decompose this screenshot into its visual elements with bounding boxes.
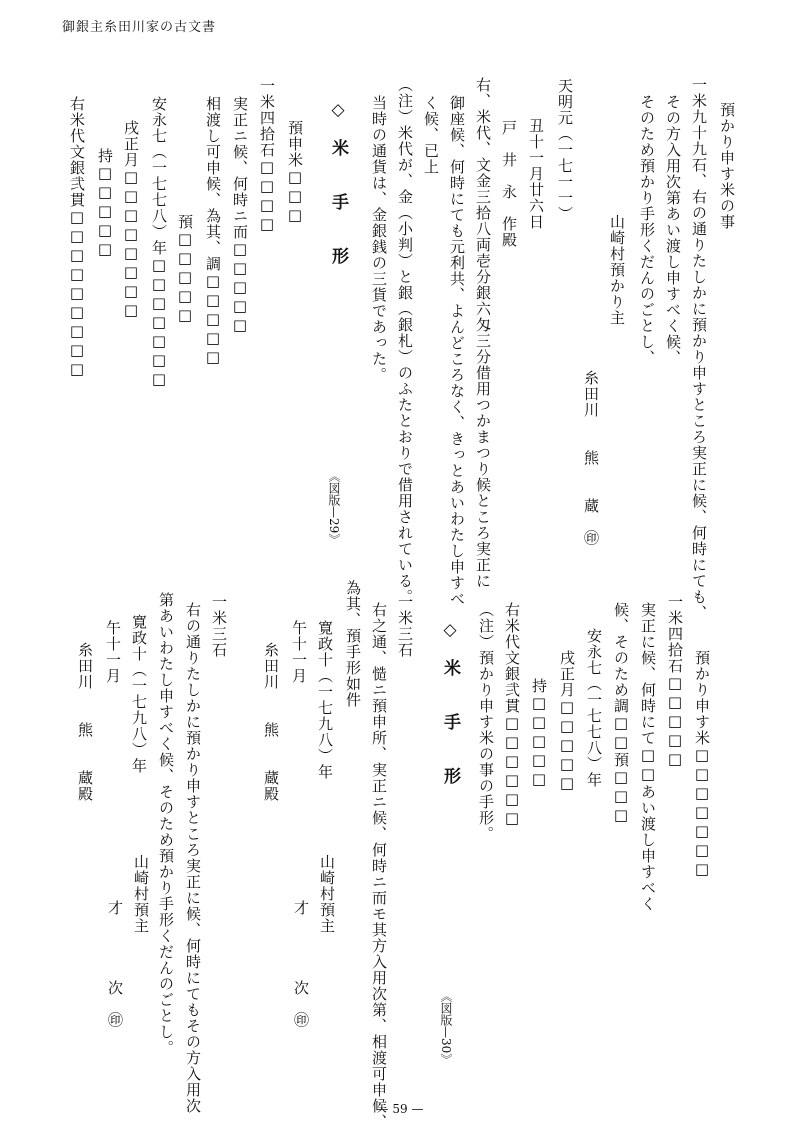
doc5-recipient: 糸田川 熊 蔵殿 [76, 642, 94, 802]
doc3-line: 候、そのため調□□預□□□ [612, 602, 630, 825]
doc4-issuer-name: 才 次 ㊞ [292, 900, 310, 1028]
doc5-title: 一米三石 [210, 594, 228, 658]
doc1-line: その方入用次第あい渡し申すべく候、 [664, 94, 682, 366]
doc1-line: そのため預かり手形くだんのごとし、 [638, 94, 656, 366]
doc4-date: 寛政十（一七九八）年 [316, 620, 334, 780]
doc5-body: 第あいわたし申すべく候、そのため預かり手形くだんのごとし。 [157, 592, 175, 1056]
doc2-line: 一米四拾石□□□□ [258, 78, 276, 234]
doc4-title: 一米三石 [396, 594, 414, 658]
doc5-date: 寛政十（一七九八）年 [130, 614, 148, 774]
doc3-line: 持□□□□□ [530, 678, 548, 789]
doc2-title: 預申米□□□ [286, 120, 304, 225]
doc2-line: 預□□□□□ [176, 214, 194, 325]
doc2-line: 相渡し可申候、為其、調□□□□□ [204, 96, 222, 367]
doc2-date: 安永七（一七七八）年□□□□□□□ [150, 96, 168, 389]
doc2-date-month: 戌正月□□□□□□□□ [122, 120, 140, 320]
doc1-body: く候、已上 [422, 95, 440, 175]
doc4-month: 午十一月 [290, 620, 308, 684]
doc1-issuer-name: 糸田川 熊 蔵 ㊞ [582, 370, 600, 546]
doc1-title: 預かり申す米の事 [718, 102, 736, 230]
doc3-line: 右米代文銀弐貫□□□□□□ [503, 602, 521, 828]
doc1-date-era: 天明元（一七一一） [556, 78, 574, 222]
doc5-issuer-name: 才 次 ㊞ [106, 900, 124, 1028]
doc1-date-month: 丑十一月廿六日 [527, 118, 545, 230]
doc3-line: 一米四拾石□□□□□ [666, 594, 684, 769]
doc3-date: 安永七（一七七八）年 [585, 628, 603, 788]
doc1-recipient: 戸 井 永 作殿 [500, 120, 518, 248]
doc5-body: 右の通りたしかに預かり申すところ実正に候、何時にてもその方入用次 [184, 602, 202, 1114]
doc4-body: 右之通、慥ニ預申所、実正ニ候、何時ニ而モ其方入用次第、相渡可申候、 [370, 602, 388, 1130]
note-1: （注）米代が、金（小判）と銀（銀札）のふたとおりで借用されている。 [396, 77, 414, 605]
doc3-date-month: 戌正月□□□□□ [558, 650, 576, 793]
page-header: 御銀主糸田川家の古文書 [62, 20, 217, 35]
doc5-issuer: 山崎村預主 [132, 854, 150, 934]
doc5-month: 午十一月 [104, 620, 122, 684]
doc1-body: 右、米代、文金三拾八両壱分銀六匁三分借用つかまつり候ところ実正に [474, 77, 492, 589]
note-2: （注）預かり申す米の事の手形。 [477, 602, 495, 842]
doc2-line: 持□□□□□ [96, 148, 114, 259]
doc2-line: 右米代文銀弐貫□□□□□□□□□ [68, 96, 86, 379]
section-heading-2: ◇ 米 手 形 [440, 620, 460, 785]
section-heading: ◇ 米 手 形 [328, 100, 348, 265]
doc3-line: 実正に候、何時にて□□あい渡し申すべく [639, 602, 657, 912]
doc3-title: 預かり申す米□□□□□□□ [693, 650, 711, 879]
doc2-line: 実正ニ候、何時ニ而□□□□□ [231, 96, 249, 335]
figure-label-29: 《図版—29》 [327, 470, 341, 546]
figure-label-30: 《図版—30》 [439, 990, 453, 1066]
page-number: — 59 — [376, 1102, 424, 1116]
doc4-body: 為其、預手形如件 [344, 580, 362, 708]
note-1-cont: 当時の通貨は、金銀銭の三貨であった。 [370, 95, 388, 383]
doc1-line: 一米九十九石、右の通りたしかに預かり申すところ実正に候、何時にても、 [690, 77, 708, 621]
doc4-recipient: 糸田川 熊 蔵殿 [262, 642, 280, 802]
doc1-body: 御座候、何時にても元利共、よんどころなく、きっとあいわたし申すべ [448, 95, 466, 607]
doc4-issuer: 山崎村預主 [318, 854, 336, 934]
doc1-issuer: 山崎村預かり主 [608, 214, 626, 326]
